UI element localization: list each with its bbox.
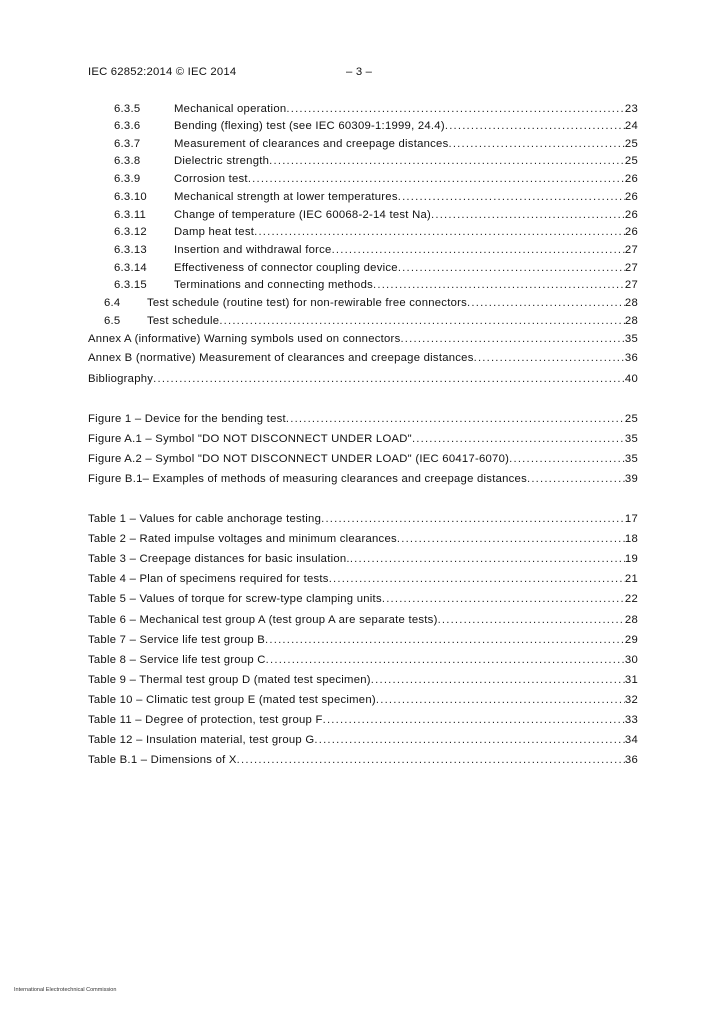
entry-page-number: 18 xyxy=(624,533,638,545)
entry-title: Figure A.1 – Symbol "DO NOT DISCONNECT UNDER LOAD" xyxy=(88,433,412,445)
table-entry[interactable] xyxy=(0,513,724,531)
table-entry[interactable] xyxy=(0,533,724,551)
entry-page-number: 36 xyxy=(624,754,638,766)
entry-page-number: 26 xyxy=(624,209,638,221)
entry-title: Terminations and connecting methods xyxy=(174,279,374,291)
entry-title: Bending (flexing) test (see IEC 60309-1:1999, 24.4) xyxy=(174,120,445,132)
entry-number: 6.3.7 xyxy=(114,138,141,150)
toc-entry[interactable] xyxy=(0,244,724,262)
entry-title: Dielectric strength xyxy=(174,155,270,167)
toc-entry[interactable] xyxy=(0,279,724,297)
entry-title: Table B.1 – Dimensions of X xyxy=(88,754,237,766)
entry-line xyxy=(174,103,638,115)
entry-page-number: 39 xyxy=(624,473,638,485)
table-entry[interactable] xyxy=(0,694,724,712)
table-entry[interactable] xyxy=(0,674,724,692)
dot-leader xyxy=(467,297,625,309)
dot-leader xyxy=(248,173,625,185)
toc-entry[interactable] xyxy=(0,297,724,315)
entry-line xyxy=(88,433,638,445)
entry-line xyxy=(147,297,638,309)
dot-leader xyxy=(438,614,625,626)
entry-line xyxy=(88,553,638,565)
entry-page-number: 36 xyxy=(624,352,638,364)
entry-page-number: 35 xyxy=(624,453,638,465)
dot-leader xyxy=(332,244,625,256)
dot-leader xyxy=(398,262,625,274)
entry-line xyxy=(88,734,638,746)
entry-title: Table 9 – Thermal test group D (mated test specimen) xyxy=(88,674,371,686)
toc-entry[interactable] xyxy=(0,155,724,173)
toc-entry[interactable] xyxy=(0,226,724,244)
entry-title: Table 3 – Creepage distances for basic insulation. xyxy=(88,553,350,565)
entry-line xyxy=(88,654,638,666)
entry-page-number: 28 xyxy=(624,315,638,327)
entry-title: Change of temperature (IEC 60068-2-14 test Na) xyxy=(174,209,432,221)
dot-leader xyxy=(445,120,625,132)
entry-title: Table 1 – Values for cable anchorage testing xyxy=(88,513,322,525)
entry-page-number: 35 xyxy=(624,333,638,345)
entry-title: Figure B.1– Examples of methods of measuring clearances and creepage distances xyxy=(88,473,527,485)
dot-leader xyxy=(350,553,625,565)
entry-line xyxy=(88,714,638,726)
entry-line xyxy=(88,694,638,706)
entry-page-number: 22 xyxy=(624,593,638,605)
entry-page-number: 27 xyxy=(624,244,638,256)
table-entry[interactable] xyxy=(0,634,724,652)
dot-leader xyxy=(382,593,625,605)
standard-reference: IEC 62852:2014 © IEC 2014 xyxy=(88,66,237,78)
dot-leader xyxy=(509,453,625,465)
entry-number: 6.3.12 xyxy=(114,226,147,238)
entry-title: Table 4 – Plan of specimens required for tests xyxy=(88,573,329,585)
entry-page-number: 26 xyxy=(624,191,638,203)
entry-number: 6.3.8 xyxy=(114,155,141,167)
entry-page-number: 25 xyxy=(624,413,638,425)
dot-leader xyxy=(398,191,625,203)
entry-page-number: 26 xyxy=(624,226,638,238)
entry-page-number: 17 xyxy=(624,513,638,525)
entry-line xyxy=(174,262,638,274)
entry-line xyxy=(174,244,638,256)
dot-leader xyxy=(376,694,625,706)
entry-number: 6.3.11 xyxy=(114,209,147,221)
entry-page-number: 24 xyxy=(624,120,638,132)
figure-entry[interactable] xyxy=(0,413,724,431)
toc-entry[interactable] xyxy=(0,209,724,227)
toc-entry[interactable] xyxy=(0,333,724,351)
entry-title: Mechanical operation xyxy=(174,103,287,115)
entry-line xyxy=(88,754,638,766)
entry-page-number: 19 xyxy=(624,553,638,565)
figure-entry[interactable] xyxy=(0,473,724,491)
entry-page-number: 28 xyxy=(624,297,638,309)
entry-line xyxy=(174,209,638,221)
entry-title: Table 10 – Climatic test group E (mated test specimen) xyxy=(88,694,376,706)
toc-entry[interactable] xyxy=(0,191,724,209)
entry-line xyxy=(88,453,638,465)
table-entry[interactable] xyxy=(0,754,724,772)
entry-line xyxy=(88,573,638,585)
entry-line xyxy=(174,155,638,167)
entry-number: 6.5 xyxy=(104,315,121,327)
dot-leader xyxy=(153,373,625,385)
dot-leader xyxy=(397,533,625,545)
toc-entry[interactable] xyxy=(0,373,724,391)
table-entry[interactable] xyxy=(0,614,724,632)
entry-title: Table 8 – Service life test group C xyxy=(88,654,266,666)
entry-title: Annex B (normative) Measurement of clearances and creepage distances xyxy=(88,352,474,364)
entry-title: Table 7 – Service life test group B xyxy=(88,634,266,646)
entry-page-number: 31 xyxy=(624,674,638,686)
figure-entry[interactable] xyxy=(0,433,724,451)
entry-page-number: 29 xyxy=(624,634,638,646)
dot-leader xyxy=(286,413,625,425)
table-entry[interactable] xyxy=(0,714,724,732)
dot-leader xyxy=(371,674,625,686)
entry-title: Figure A.2 – Symbol "DO NOT DISCONNECT UNDER LOAD" (IEC 60417-6070) xyxy=(88,453,510,465)
dot-leader xyxy=(373,279,625,291)
entry-title: Mechanical strength at lower temperatures xyxy=(174,191,398,203)
dot-leader xyxy=(527,473,625,485)
table-entry[interactable] xyxy=(0,593,724,611)
entry-line xyxy=(88,352,638,364)
dot-leader xyxy=(219,315,625,327)
entry-page-number: 28 xyxy=(624,614,638,626)
entry-title: Figure 1 – Device for the bending test xyxy=(88,413,286,425)
toc-entry[interactable] xyxy=(0,352,724,370)
entry-page-number: 27 xyxy=(624,279,638,291)
entry-page-number: 33 xyxy=(624,714,638,726)
entry-title: Bibliography xyxy=(88,373,154,385)
entry-line xyxy=(174,138,638,150)
entry-line xyxy=(174,191,638,203)
entry-page-number: 34 xyxy=(624,734,638,746)
toc-entry[interactable] xyxy=(0,120,724,138)
entry-title: Corrosion test xyxy=(174,173,248,185)
entry-line xyxy=(88,533,638,545)
entry-line xyxy=(88,674,638,686)
table-entry[interactable] xyxy=(0,553,724,571)
dot-leader xyxy=(286,103,625,115)
entry-title: Annex A (informative) Warning symbols used on connectors xyxy=(88,333,401,345)
dot-leader xyxy=(314,734,625,746)
entry-number: 6.3.15 xyxy=(114,279,147,291)
toc-entry[interactable] xyxy=(0,315,724,333)
entry-title: Test schedule (routine test) for non-rewirable free connectors xyxy=(147,297,468,309)
entry-page-number: 30 xyxy=(624,654,638,666)
entry-page-number: 26 xyxy=(624,173,638,185)
toc-entry[interactable] xyxy=(0,138,724,156)
dot-leader xyxy=(329,573,625,585)
dot-leader xyxy=(269,155,625,167)
entry-page-number: 25 xyxy=(624,155,638,167)
entry-page-number: 23 xyxy=(624,103,638,115)
entry-line xyxy=(88,634,638,646)
entry-line xyxy=(147,315,638,327)
dot-leader xyxy=(237,754,625,766)
entry-title: Table 6 – Mechanical test group A (test group A are separate tests) xyxy=(88,614,438,626)
entry-number: 6.3.5 xyxy=(114,103,141,115)
entry-number: 6.3.14 xyxy=(114,262,147,274)
entry-line xyxy=(88,413,638,425)
dot-leader xyxy=(431,209,625,221)
dot-leader xyxy=(265,634,625,646)
entry-line xyxy=(174,279,638,291)
dot-leader xyxy=(449,138,625,150)
entry-title: Measurement of clearances and creepage distances xyxy=(174,138,449,150)
entry-line xyxy=(174,120,638,132)
entry-title: Table 5 – Values of torque for screw-type clamping units xyxy=(88,593,382,605)
entry-line xyxy=(174,226,638,238)
entry-page-number: 32 xyxy=(624,694,638,706)
entry-title: Insertion and withdrawal force xyxy=(174,244,332,256)
entry-number: 6.3.13 xyxy=(114,244,147,256)
dot-leader xyxy=(321,513,625,525)
entry-line xyxy=(88,513,638,525)
entry-page-number: 35 xyxy=(624,433,638,445)
table-entry[interactable] xyxy=(0,654,724,672)
dot-leader xyxy=(266,654,625,666)
entry-number: 6.3.6 xyxy=(114,120,141,132)
entry-page-number: 40 xyxy=(624,373,638,385)
entry-line xyxy=(88,333,638,345)
entry-page-number: 27 xyxy=(624,262,638,274)
entry-line xyxy=(88,614,638,626)
entry-line xyxy=(174,173,638,185)
entry-title: Damp heat test xyxy=(174,226,255,238)
entry-title: Table 2 – Rated impulse voltages and minimum clearances xyxy=(88,533,397,545)
entry-line xyxy=(88,373,638,385)
dot-leader xyxy=(474,352,625,364)
publisher-footer: International Electrotechnical Commission xyxy=(14,987,117,993)
table-entry[interactable] xyxy=(0,734,724,752)
dot-leader xyxy=(323,714,625,726)
entry-title: Test schedule xyxy=(147,315,220,327)
toc-entry[interactable] xyxy=(0,262,724,280)
entry-title: Table 12 – Insulation material, test group G xyxy=(88,734,315,746)
entry-number: 6.3.10 xyxy=(114,191,147,203)
entry-number: 6.4 xyxy=(104,297,121,309)
dot-leader xyxy=(400,333,624,345)
entry-number: 6.3.9 xyxy=(114,173,141,185)
entry-title: Table 11 – Degree of protection, test group F xyxy=(88,714,323,726)
figure-entry[interactable] xyxy=(0,453,724,471)
page-number: – 3 – xyxy=(346,66,373,78)
entry-title: Effectiveness of connector coupling device xyxy=(174,262,398,274)
toc-entry[interactable] xyxy=(0,103,724,121)
entry-line xyxy=(88,473,638,485)
toc-entry[interactable] xyxy=(0,173,724,191)
entry-page-number: 21 xyxy=(624,573,638,585)
table-entry[interactable] xyxy=(0,573,724,591)
dot-leader xyxy=(412,433,625,445)
entry-line xyxy=(88,593,638,605)
dot-leader xyxy=(254,226,625,238)
entry-page-number: 25 xyxy=(624,138,638,150)
